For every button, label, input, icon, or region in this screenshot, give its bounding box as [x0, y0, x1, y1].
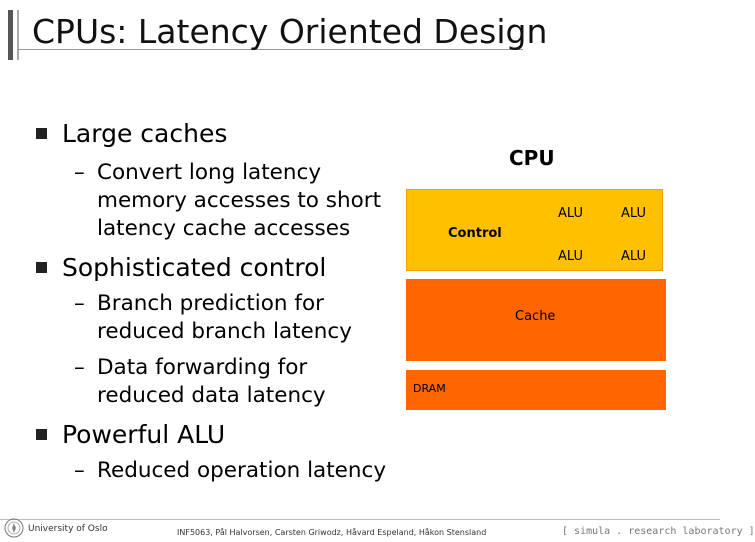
- sub-bullet-line: memory accesses to short: [97, 188, 382, 213]
- control-label: Control: [448, 226, 502, 241]
- bullet-powerful-alu: Powerful ALU: [62, 420, 226, 449]
- alu-label: ALU: [558, 206, 584, 221]
- bullet-sophisticated-control: Sophisticated control: [62, 253, 327, 282]
- cache-label: Cache: [515, 309, 556, 324]
- bullet-marker: [36, 128, 47, 139]
- sub-bullet-line: latency cache accesses: [97, 216, 351, 241]
- alu-label: ALU: [621, 249, 647, 264]
- title-accent-line: [17, 10, 19, 60]
- bullet-marker: [36, 262, 47, 273]
- simula-logo: [ simula . research laboratory ]: [562, 526, 755, 537]
- page-title: CPUs: Latency Oriented Design: [32, 12, 548, 51]
- sub-bullet-dash: –: [74, 160, 85, 185]
- sub-bullet-line: Branch prediction for: [97, 291, 324, 316]
- sub-bullet-dash: –: [74, 291, 85, 316]
- alu-label: ALU: [558, 249, 584, 264]
- cpu-label: CPU: [509, 146, 555, 170]
- sub-bullet-line: Data forwarding for: [97, 355, 308, 380]
- dram-label: DRAM: [413, 382, 446, 395]
- sub-bullet-dash: –: [74, 458, 85, 483]
- footer-university: University of Oslo: [28, 524, 108, 534]
- title-accent-bar: [8, 10, 13, 60]
- bullet-large-caches: Large caches: [62, 119, 228, 148]
- university-seal-icon: [4, 518, 24, 538]
- dram-block: [406, 370, 666, 410]
- alu-label: ALU: [621, 206, 647, 221]
- footer-divider: [0, 519, 720, 520]
- sub-bullet-line: Convert long latency: [97, 160, 322, 185]
- cache-block: [406, 279, 666, 361]
- sub-bullet-line: reduced data latency: [97, 383, 326, 408]
- sub-bullet-line: reduced branch latency: [97, 319, 352, 344]
- footer-course: INF5063, Pål Halvorsen, Carsten Griwodz, Håvard Espeland, Håkon Stensland: [177, 528, 487, 537]
- control-block: [406, 189, 663, 271]
- bullet-marker: [36, 429, 47, 440]
- sub-bullet-dash: –: [74, 355, 85, 380]
- sub-bullet-line: Reduced operation latency: [97, 458, 387, 483]
